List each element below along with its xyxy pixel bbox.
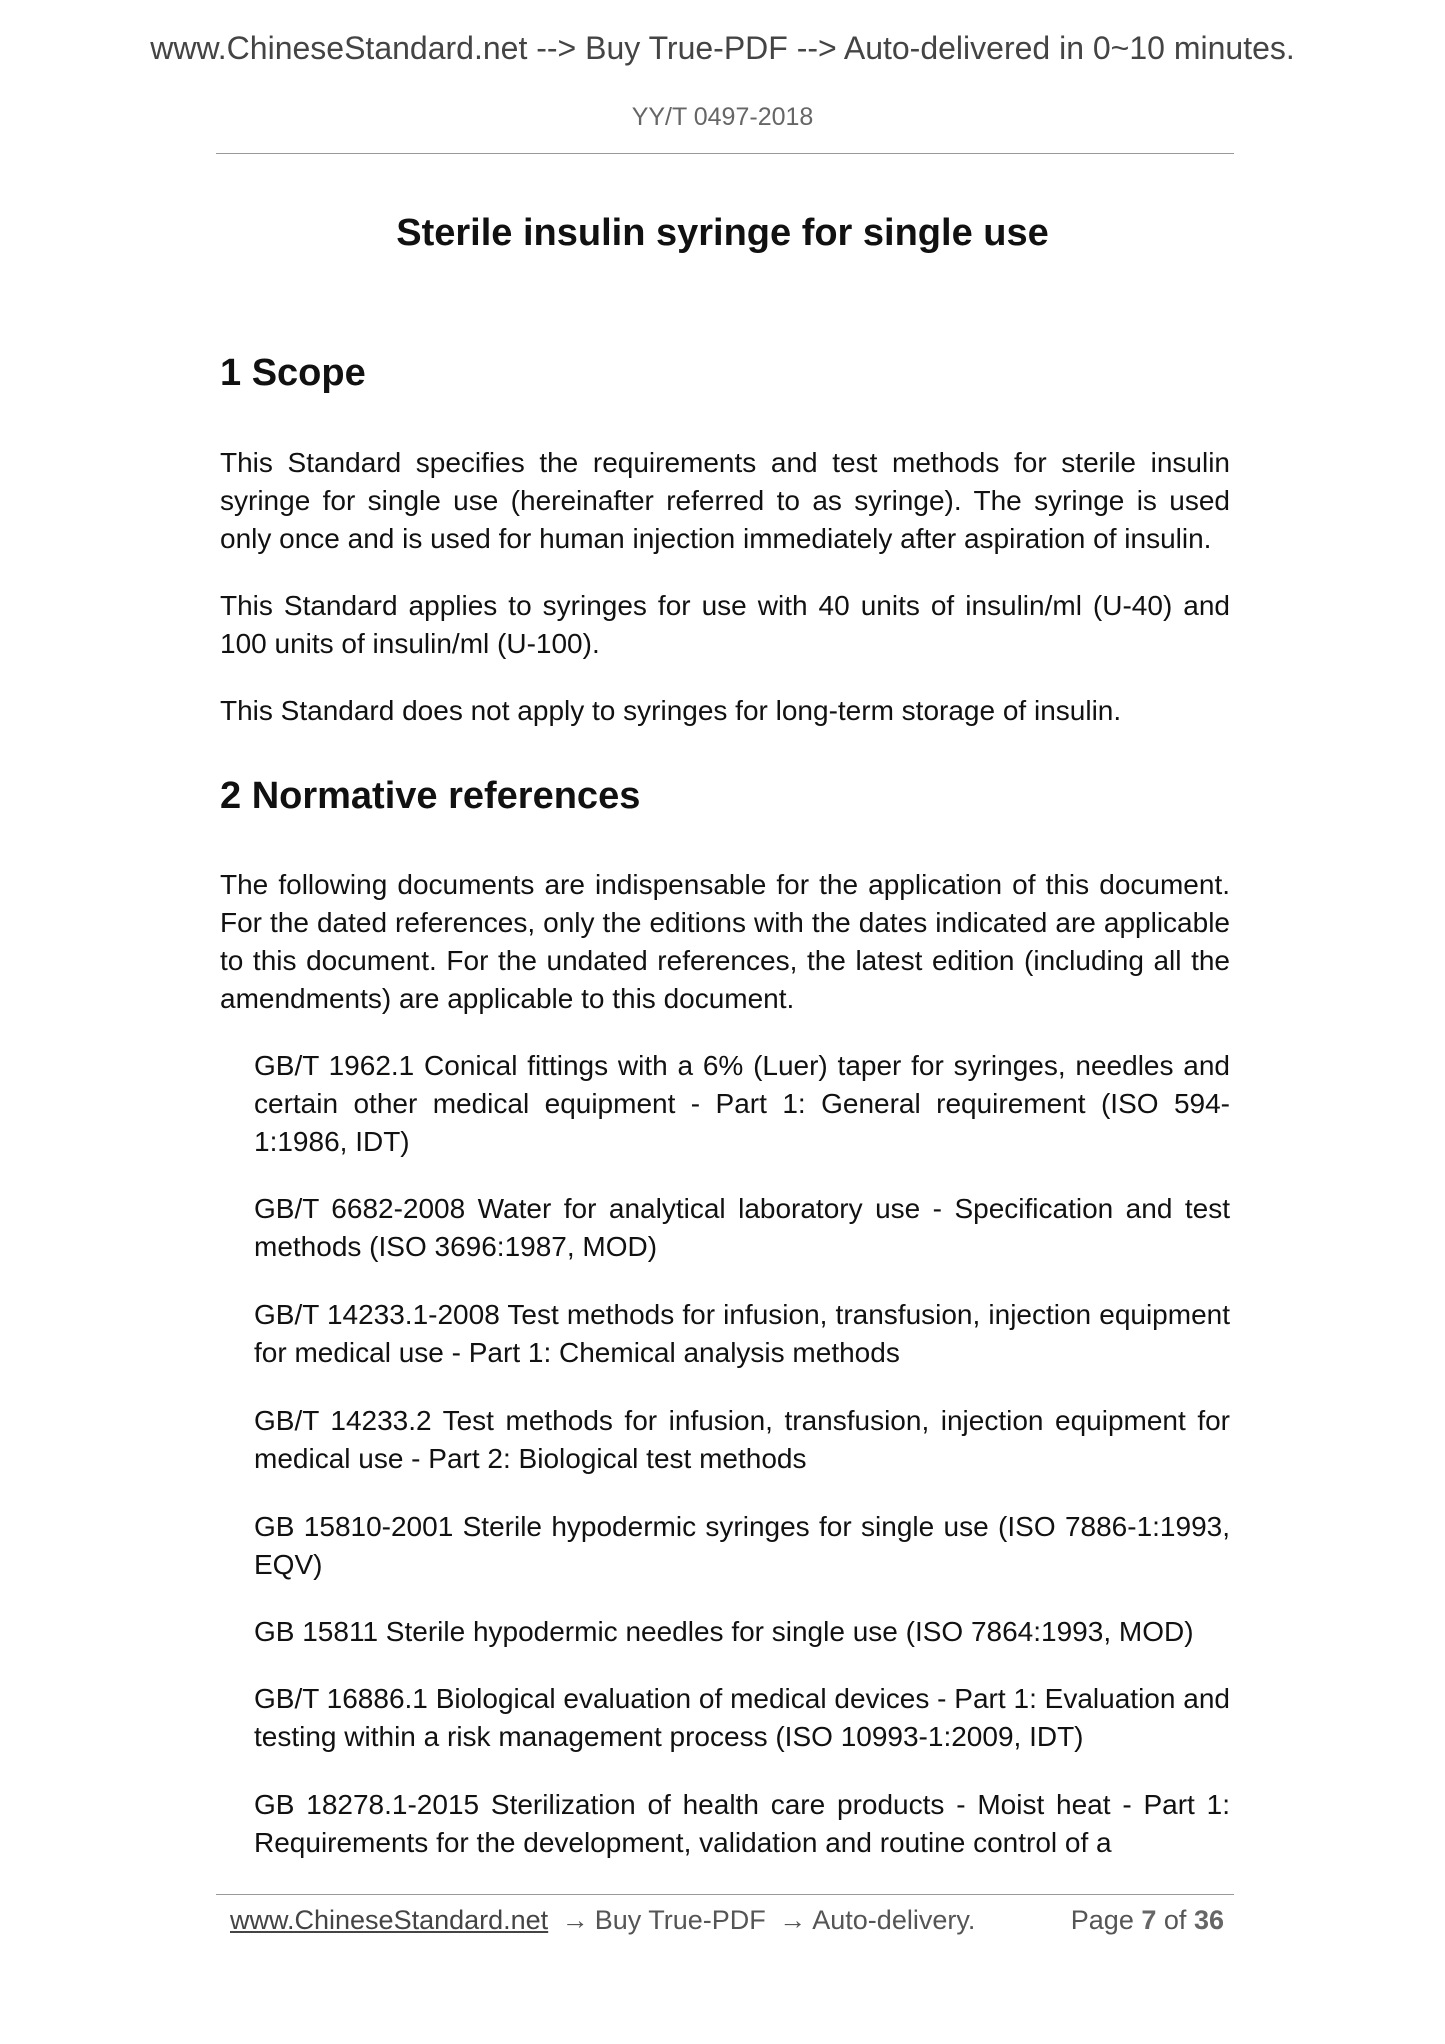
page-title: Sterile insulin syringe for single use	[396, 212, 1049, 254]
scope-paragraph-2: This Standard applies to syringes for use with 40 units of insulin/ml (U-40) and 100 units of insulin/ml (U-100).	[220, 590, 1230, 659]
of-label: of	[1163, 1904, 1187, 1935]
footer-site-link[interactable]: www.ChineseStandard.net	[230, 1904, 549, 1935]
page-number: 7	[1141, 1904, 1157, 1935]
total-pages: 36	[1193, 1904, 1224, 1935]
header-divider	[216, 153, 1234, 154]
page-label: Page	[1070, 1904, 1134, 1935]
reference-item: GB/T 1962.1 Conical fittings with a 6% (Luer) taper for syringes, needles and certain other medical equipment - Part 1: General requirement (ISO 594-1:1986, IDT)	[254, 1050, 1230, 1157]
reference-item: GB/T 14233.2 Test methods for infusion, transfusion, injection equipment for medical use - Part 2: Biological test methods	[254, 1405, 1230, 1474]
footer-divider	[216, 1894, 1234, 1895]
footer-buy-text: Buy True-PDF	[594, 1904, 766, 1935]
reference-item: GB/T 14233.1-2008 Test methods for infusion, transfusion, injection equipment for medical use - Part 1: Chemical analysis methods	[254, 1299, 1230, 1368]
top-banner: www.ChineseStandard.net --> Buy True-PDF --> Auto-delivered in 0~10 minutes.	[150, 30, 1295, 66]
arrow-right-icon: →	[561, 1904, 589, 1935]
section-heading-normative-references: 2 Normative references	[220, 775, 641, 817]
document-code: YY/T 0497-2018	[631, 103, 814, 131]
reference-item: GB 18278.1-2015 Sterilization of health care products - Moist heat - Part 1: Requirements for the development, validation and routine control of a	[254, 1789, 1230, 1858]
scope-paragraph-1: This Standard specifies the requirements and test methods for sterile insulin syringe for single use (hereinafter referred to as syringe). The syringe is used only once and is used for human injection immediately after aspiration of insulin.	[220, 447, 1230, 554]
page-indicator	[1071, 1905, 1224, 1936]
reference-item: GB/T 6682-2008 Water for analytical laboratory use - Specification and test methods (ISO 3696:1987, MOD)	[254, 1193, 1230, 1262]
footer-delivery-text: Auto-delivery.	[812, 1904, 976, 1935]
footer-left	[230, 1905, 975, 1936]
section-heading-scope: 1 Scope	[220, 352, 366, 394]
reference-item: GB 15810-2001 Sterile hypodermic syringes for single use (ISO 7886-1:1993, EQV)	[254, 1511, 1230, 1580]
references-intro-paragraph: The following documents are indispensable for the application of this document. For the dated references, only the editions with the dates indicated are applicable to this document. For the undated references, the latest edition (including all the amendments) are applicable to this document.	[220, 869, 1230, 1014]
reference-item: GB/T 16886.1 Biological evaluation of medical devices - Part 1: Evaluation and testing within a risk management process (ISO 10993-1:2009, IDT)	[254, 1683, 1230, 1752]
arrow-right-icon: →	[779, 1904, 807, 1935]
reference-item: GB 15811 Sterile hypodermic needles for single use (ISO 7864:1993, MOD)	[254, 1616, 1194, 1647]
scope-paragraph-3: This Standard does not apply to syringes for long-term storage of insulin.	[220, 695, 1122, 726]
page-footer	[230, 1900, 1224, 1940]
